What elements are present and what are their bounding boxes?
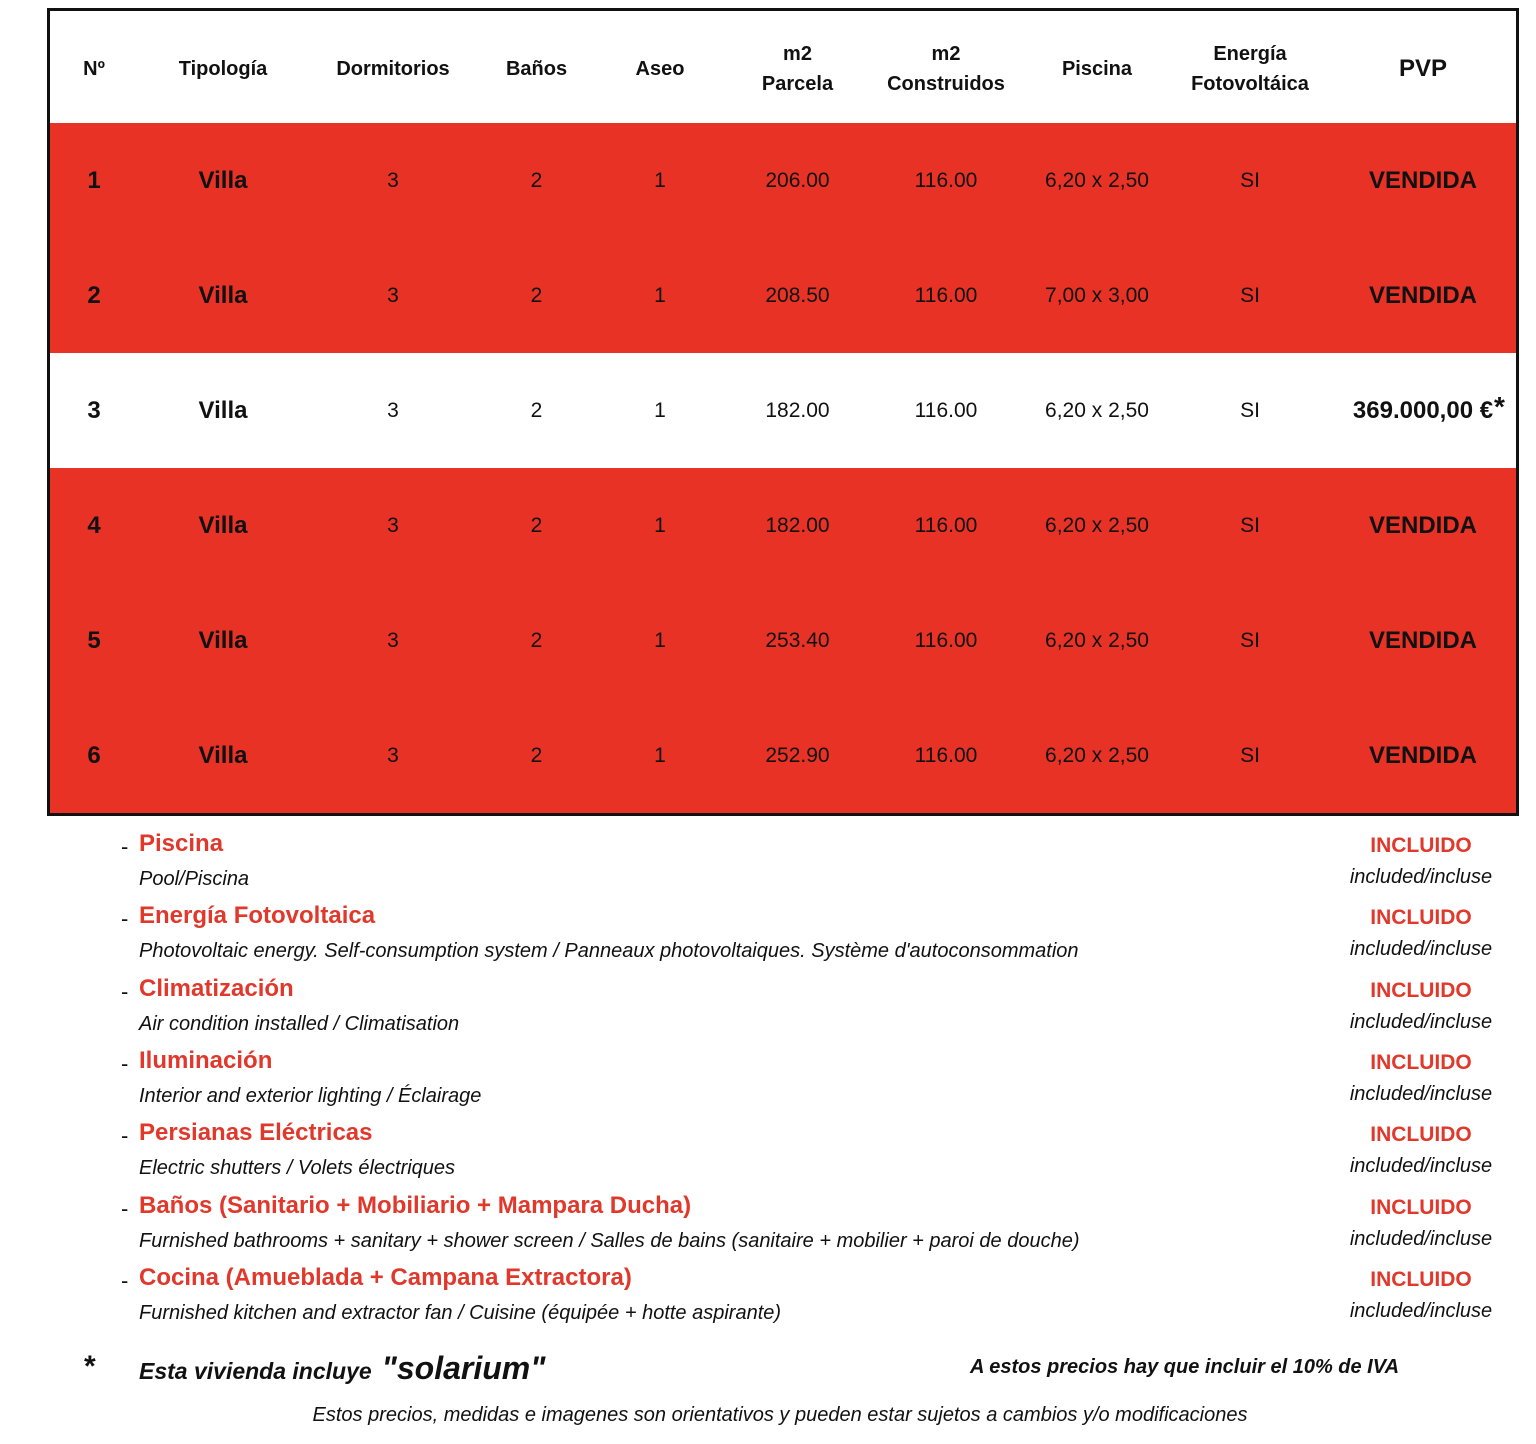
cell-aseo: 1 xyxy=(654,398,666,422)
cell-parcela: 208.50 xyxy=(765,283,830,307)
disclaimer: Estos precios, medidas e imagenes son orientativos y pueden estar sujetos a cambios y/o modificaciones xyxy=(312,1404,1248,1426)
cell-energia: SI xyxy=(1240,628,1260,652)
included-label: INCLUIDO xyxy=(1370,834,1472,857)
included-sublabel: included/incluse xyxy=(1349,1082,1493,1105)
cell-pvp: 369.000,00 € xyxy=(1352,396,1494,424)
cell-pvp: VENDIDA xyxy=(1368,511,1477,539)
cell-aseo: 1 xyxy=(654,283,666,307)
cell-construidos: 116.00 xyxy=(914,513,978,537)
feature-title: Piscina xyxy=(139,830,224,857)
header-banos: Baños xyxy=(505,57,568,80)
feature-title: Climatización xyxy=(139,974,294,1002)
feature-title: Energía Fotovoltaica xyxy=(139,902,376,930)
feature-description: Interior and exterior lighting / Éclairage xyxy=(139,1084,482,1107)
feature-dash: - xyxy=(121,1050,129,1076)
header-energia: Energía Fotovoltáica xyxy=(1191,42,1309,95)
cell-aseo: 1 xyxy=(654,743,666,767)
cell-dormitorios: 3 xyxy=(387,168,399,192)
cell-dormitorios: 3 xyxy=(387,283,399,307)
cell-tipologia: Villa xyxy=(198,281,248,309)
cell-piscina: 6,20 x 2,50 xyxy=(1045,628,1149,652)
cell-dormitorios: 3 xyxy=(387,398,399,422)
cell-n: 2 xyxy=(87,281,101,309)
cell-tipologia: Villa xyxy=(198,511,248,539)
solarium-note-text: Esta vivienda incluye xyxy=(139,1358,372,1384)
cell-construidos: 116.00 xyxy=(914,628,978,652)
cell-parcela: 206.00 xyxy=(765,168,830,192)
table-row xyxy=(50,238,1516,353)
included-label: INCLUIDO xyxy=(1370,1267,1472,1291)
feature-dash: - xyxy=(121,906,129,932)
included-sublabel: included/incluse xyxy=(1349,1155,1493,1178)
table-row xyxy=(50,698,1516,813)
cell-energia: SI xyxy=(1240,398,1260,422)
cell-dormitorios: 3 xyxy=(387,513,399,537)
header-dormitorios: Dormitorios xyxy=(336,57,450,80)
cell-banos: 2 xyxy=(530,628,543,652)
cell-banos: 2 xyxy=(530,513,543,537)
table-header xyxy=(50,11,1516,126)
cell-energia: SI xyxy=(1240,283,1260,307)
cell-banos: 2 xyxy=(530,743,543,767)
feature-description: Furnished bathrooms + sanitary + shower screen / Salles de bains (sanitaire + mobilier + paroi de douche) xyxy=(139,1229,1080,1252)
cell-pvp: VENDIDA xyxy=(1368,166,1477,194)
table-row xyxy=(50,468,1516,583)
feature-item xyxy=(121,975,1521,1047)
cell-n: 6 xyxy=(87,741,101,769)
cell-parcela: 253.40 xyxy=(765,628,830,652)
cell-tipologia: Villa xyxy=(198,166,248,194)
feature-dash: - xyxy=(121,1195,129,1221)
cell-pvp: VENDIDA xyxy=(1368,626,1477,654)
cell-n: 4 xyxy=(87,511,101,539)
feature-title: Baños (Sanitario + Mobiliario + Mampara Ducha) xyxy=(139,1191,692,1219)
feature-dash: - xyxy=(121,1123,129,1149)
included-sublabel: included/incluse xyxy=(1349,938,1493,961)
cell-construidos: 116.00 xyxy=(914,283,978,307)
included-label: INCLUIDO xyxy=(1370,978,1472,1002)
cell-aseo: 1 xyxy=(654,628,666,652)
cell-piscina: 6,20 x 2,50 xyxy=(1045,398,1149,422)
included-label: INCLUIDO xyxy=(1370,1195,1472,1219)
cell-construidos: 116.00 xyxy=(914,398,978,422)
solarium-note xyxy=(139,1350,545,1387)
feature-dash: - xyxy=(121,978,129,1004)
feature-title: Cocina (Amueblada + Campana Extractora) xyxy=(139,1263,632,1291)
included-sublabel: included/incluse xyxy=(1349,1227,1493,1250)
cell-banos: 2 xyxy=(530,283,543,307)
header-pvp: PVP xyxy=(1398,54,1448,82)
feature-item xyxy=(121,1192,1521,1264)
feature-title: Iluminación xyxy=(139,1046,273,1074)
cell-energia: SI xyxy=(1240,168,1260,192)
cell-parcela: 182.00 xyxy=(765,398,830,422)
feature-description: Electric shutters / Volets électriques xyxy=(139,1157,456,1180)
cell-energia: SI xyxy=(1240,743,1260,767)
included-label: INCLUIDO xyxy=(1370,1123,1472,1147)
feature-dash: - xyxy=(121,1267,129,1293)
iva-note: A estos precios hay que incluir el 10% de IVA xyxy=(970,1356,1400,1378)
included-sublabel: included/incluse xyxy=(1349,866,1493,888)
cell-piscina: 6,20 x 2,50 xyxy=(1045,743,1149,767)
feature-item xyxy=(121,1047,1521,1119)
cell-tipologia: Villa xyxy=(198,396,248,424)
included-sublabel: included/incluse xyxy=(1349,1010,1493,1033)
cell-aseo: 1 xyxy=(654,513,666,537)
cell-dormitorios: 3 xyxy=(387,628,399,652)
cell-pvp: VENDIDA xyxy=(1368,741,1477,769)
header-tipologia: Tipología xyxy=(178,57,268,80)
feature-description: Furnished kitchen and extractor fan / Cuisine (équipée + hotte aspirante) xyxy=(139,1301,782,1324)
price-asterisk: * xyxy=(1494,391,1505,422)
header-piscina: Piscina xyxy=(1061,57,1133,80)
cell-construidos: 116.00 xyxy=(914,743,978,767)
cell-piscina: 6,20 x 2,50 xyxy=(1045,168,1149,192)
footnote-asterisk: * xyxy=(84,1350,96,1383)
feature-description: Air condition installed / Climatisation xyxy=(139,1012,460,1035)
cell-construidos: 116.00 xyxy=(914,168,978,192)
table-row xyxy=(50,123,1516,238)
feature-item xyxy=(121,1264,1521,1336)
feature-dash: - xyxy=(121,834,129,859)
cell-n: 3 xyxy=(87,396,101,424)
cell-banos: 2 xyxy=(530,168,543,192)
cell-tipologia: Villa xyxy=(198,626,248,654)
feature-description: Photovoltaic energy. Self-consumption system / Panneaux photovoltaiques. Système d'autoconsommation xyxy=(139,940,1079,963)
feature-item xyxy=(121,902,1521,974)
cell-piscina: 6,20 x 2,50 xyxy=(1045,513,1149,537)
feature-item xyxy=(121,830,1521,902)
header-parcela: m2 Parcela xyxy=(761,42,834,95)
cell-piscina: 7,00 x 3,00 xyxy=(1045,283,1149,307)
included-sublabel: included/incluse xyxy=(1349,1299,1493,1322)
cell-banos: 2 xyxy=(530,398,543,422)
cell-dormitorios: 3 xyxy=(387,743,399,767)
price-table xyxy=(47,8,1519,816)
table-row xyxy=(50,583,1516,698)
feature-title: Persianas Eléctricas xyxy=(139,1119,373,1147)
cell-parcela: 182.00 xyxy=(765,513,830,537)
header-n: Nº xyxy=(83,57,105,80)
feature-description: Pool/Piscina xyxy=(139,868,250,890)
cell-n: 1 xyxy=(87,166,101,194)
cell-energia: SI xyxy=(1240,513,1260,537)
cell-pvp: VENDIDA xyxy=(1368,281,1477,309)
cell-n: 5 xyxy=(87,626,101,654)
solarium-highlight: "solarium" xyxy=(381,1350,546,1386)
included-label: INCLUIDO xyxy=(1370,906,1472,930)
cell-aseo: 1 xyxy=(654,168,666,192)
cell-parcela: 252.90 xyxy=(765,743,830,767)
header-construidos: m2 Construidos xyxy=(887,42,1005,95)
cell-tipologia: Villa xyxy=(198,741,248,769)
header-aseo: Aseo xyxy=(635,57,685,80)
feature-item xyxy=(121,1119,1521,1191)
table-row xyxy=(50,353,1516,468)
included-label: INCLUIDO xyxy=(1370,1050,1472,1074)
